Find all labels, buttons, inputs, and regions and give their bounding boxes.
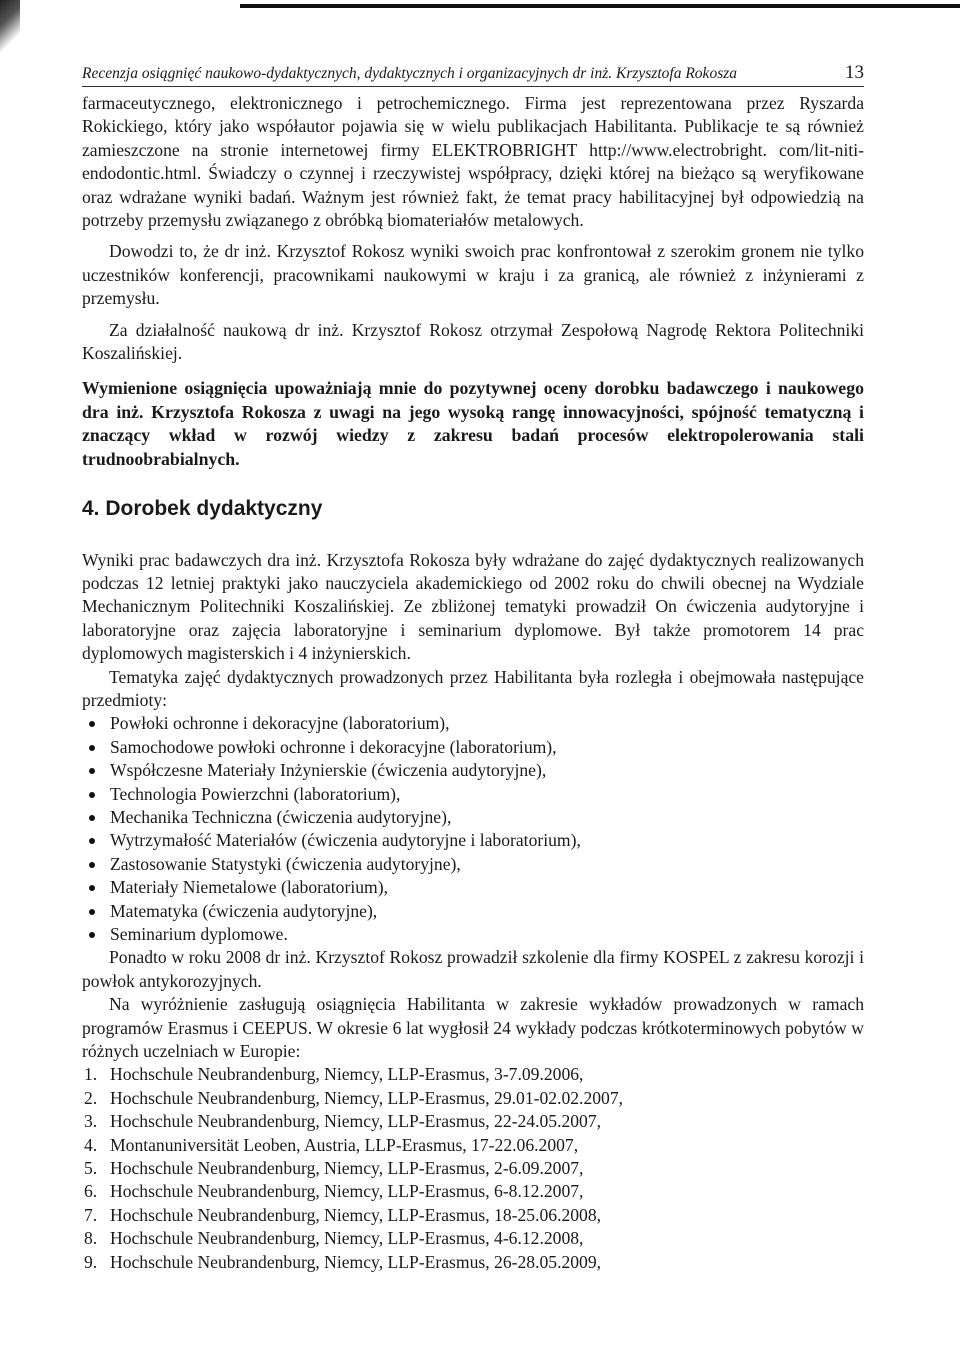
paragraph: farmaceutycznego, elektronicznego i petrochemicznego. Firma jest reprezentowana przez Ryszarda Rokickiego, który jako współautor pojawia się w wielu publikacjach Habilitanta. Publikacje te są również zamieszczone na stronie internetowej firmy ELEKTROBRIGHT http://www.electrobright. com/lit-niti-endodontic.html. Świadczy o czynnej i rzeczywistej współpracy, dzięki której na bieżąco są weryfikowane oraz wdrażane wyniki badań. Ważnym jest również fakt, że temat pracy habilitacyjnej był odpowiedzią na potrzeby przemysłu związanego z obróbką biomateriałów metalowych. [82,93,864,231]
list-item [82,1227,864,1250]
list-item [82,1157,864,1180]
list-item: Materiały Niemetalowe (laboratorium), [82,876,864,899]
list-item: Wytrzymałość Materiałów (ćwiczenia audytoryjne i laboratorium), [82,829,864,852]
list-text: Hochschule Neubrandenburg, Niemcy, LLP-Erasmus, 4-6.12.2008, [110,1228,584,1249]
list-number: 4. [84,1134,98,1155]
scan-edge-shadow [0,0,20,70]
conclusion-paragraph: Wymienione osiągnięcia upoważniają mnie do pozytywnej oceny dorobku badawczego i naukowego dra inż. Krzysztofa Rokosza z uwagi na jego wysoką rangę innowacyjności, spójność tematyczną i znaczący wkład w rozwój wiedzy z zakresu badań procesów elektropolerowania stali trudnoobrabialnych. [82,378,864,469]
list-item: Seminarium dyplomowe. [82,923,864,946]
list-number: 5. [84,1158,98,1179]
list-item: Matematyka (ćwiczenia audytoryjne), [82,900,864,923]
page-number: 13 [845,62,864,83]
paragraph: Ponadto w roku 2008 dr inż. Krzysztof Rokosz prowadził szkolenie dla firmy KOSPEL z zakresu korozji i powłok antykorozyjnych. [82,947,864,991]
list-number: 3. [84,1111,98,1132]
list-item: Samochodowe powłoki ochronne i dekoracyjne (laboratorium), [82,736,864,759]
list-text: Hochschule Neubrandenburg, Niemcy, LLP-Erasmus, 26-28.05.2009, [110,1251,602,1272]
scan-top-line [240,4,960,8]
page-header [82,62,864,87]
list-text: Hochschule Neubrandenburg, Niemcy, LLP-Erasmus, 3-7.09.2006, [110,1064,584,1085]
paragraph: Tematyka zajęć dydaktycznych prowadzonych przez Habilitanta była rozległa i obejmowała następujące przedmioty: [82,666,864,710]
list-item [82,1251,864,1274]
list-number: 9. [84,1251,98,1272]
list-text: Hochschule Neubrandenburg, Niemcy, LLP-Erasmus, 29.01-02.02.2007, [110,1087,624,1108]
list-item: Mechanika Techniczna (ćwiczenia audytoryjne), [82,806,864,829]
list-text: Montanuniversität Leoben, Austria, LLP-Erasmus, 17-22.06.2007, [110,1134,579,1155]
list-item [82,1063,864,1086]
page-body [82,92,864,1274]
list-item: Współczesne Materiały Inżynierskie (ćwiczenia audytoryjne), [82,759,864,782]
paragraph: Wyniki prac badawczych dra inż. Krzysztofa Rokosza były wdrażane do zajęć dydaktycznych realizowanych podczas 12 letniej praktyki jako nauczyciela akademickiego od 2002 roku do chwili obecnej na Wydziale Mechanicznym Politechniki Koszalińskiej. Ze zbliżonej tematyki prowadził On ćwiczenia audytoryjne i laboratoryjne oraz zajęcia laboratoryjne i seminarium dyplomowe. Był także promotorem 14 prac dyplomowych magisterskich i 4 inżynierskich. [82,549,864,664]
list-text: Hochschule Neubrandenburg, Niemcy, LLP-Erasmus, 6-8.12.2007, [110,1181,584,1202]
list-item [82,1204,864,1227]
list-item [82,1087,864,1110]
list-number: 7. [84,1204,98,1225]
subjects-list [82,712,864,946]
list-number: 1. [84,1064,98,1085]
lectures-list [82,1063,864,1274]
list-number: 8. [84,1228,98,1249]
list-item: Zastosowanie Statystyki (ćwiczenia audytoryjne), [82,853,864,876]
paragraph: Na wyróżnienie zasługują osiągnięcia Habilitanta w zakresie wykładów prowadzonych w ramach programów Erasmus i CEEPUS. W okresie 6 lat wygłosił 24 wykłady podczas krótkoterminowych pobytów w różnych uczelniach w Europie: [82,994,864,1062]
paragraph: Za działalność naukową dr inż. Krzysztof Rokosz otrzymał Zespołową Nagrodę Rektora Politechniki Koszalińskiej. [82,319,864,364]
section-heading: 4. Dorobek dydaktyczny [82,497,323,521]
list-number: 6. [84,1181,98,1202]
list-text: Hochschule Neubrandenburg, Niemcy, LLP-Erasmus, 22-24.05.2007, [110,1111,602,1132]
list-item [82,1110,864,1133]
list-text: Hochschule Neubrandenburg, Niemcy, LLP-Erasmus, 2-6.09.2007, [110,1158,584,1179]
list-item [82,1134,864,1157]
list-number: 2. [84,1087,98,1108]
list-item [82,1180,864,1203]
running-title: Recenzja osiągnięć naukowo-dydaktycznych, dydaktycznych i organizacyjnych dr inż. Krzysztofa Rokosza [82,65,738,82]
paragraph: Dowodzi to, że dr inż. Krzysztof Rokosz wyniki swoich prac konfrontował z szerokim gronem nie tylko uczestników konferencji, pracownikami naukowymi w kraju i za granicą, ale również z inżynierami z przemysłu. [82,241,864,309]
list-item: Technologia Powierzchni (laboratorium), [82,783,864,806]
list-text: Hochschule Neubrandenburg, Niemcy, LLP-Erasmus, 18-25.06.2008, [110,1204,602,1225]
list-item: Powłoki ochronne i dekoracyjne (laboratorium), [82,712,864,735]
